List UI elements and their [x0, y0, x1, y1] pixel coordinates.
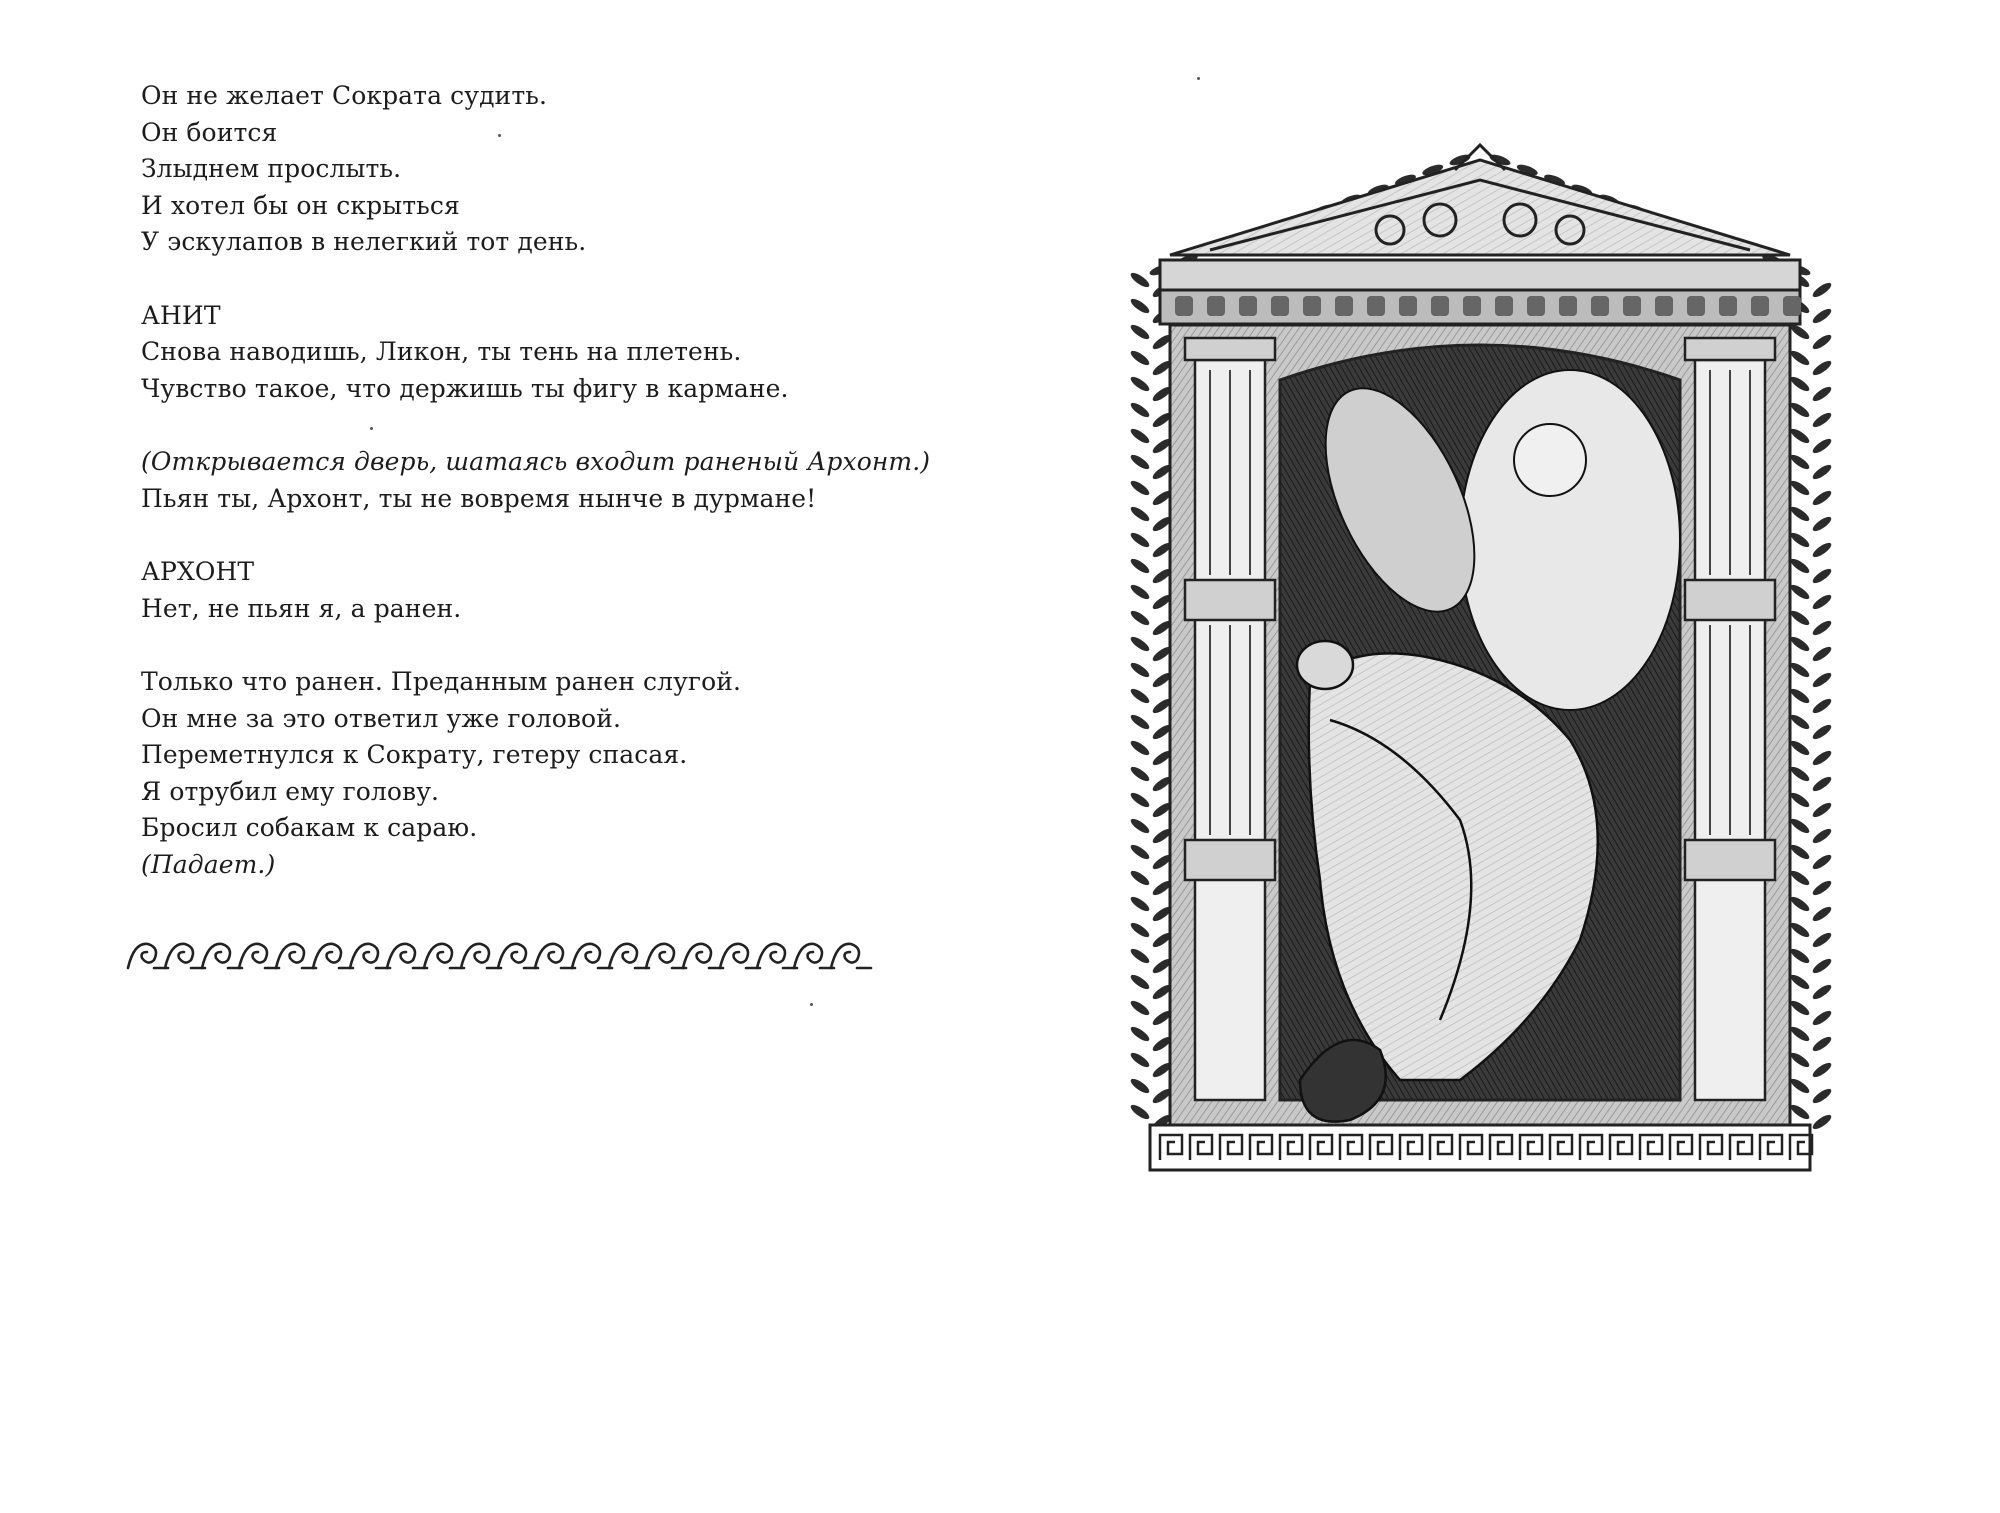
paper-speck	[370, 427, 373, 430]
speaker-name: АРХОНТ	[141, 557, 255, 586]
greek-wave-border-icon	[120, 930, 880, 980]
paper-speck	[1197, 77, 1200, 80]
verse-line: Нет, не пьян я, а ранен.	[141, 593, 462, 623]
verse-line: Он мне за это ответил уже головой.	[141, 703, 622, 733]
wounded-archon-illustration-icon	[1100, 120, 1860, 1230]
verse-line: Он не желает Сократа судить.	[141, 81, 548, 110]
verse-line: У эскулапов в нелегкий тот день.	[141, 227, 587, 256]
verse-line: Бросил собакам к сараю.	[141, 813, 478, 842]
paper-speck	[810, 1003, 813, 1006]
speaker-name: АНИТ	[141, 300, 221, 330]
stage-direction: (Падает.)	[141, 849, 276, 879]
verse-line: И хотел бы он скрыться	[141, 190, 460, 220]
paper-speck	[498, 134, 501, 137]
verse-line: Переметнулся к Сократу, гетеру спасая.	[141, 740, 688, 769]
play-text	[141, 78, 931, 883]
verse-line: Он боится	[141, 117, 278, 147]
verse-line: Я отрубил ему голову.	[141, 776, 440, 806]
verse-line: Только что ранен. Преданным ранен слугой.	[141, 667, 742, 696]
verse-line: Пьян ты, Архонт, ты не вовремя нынче в дурмане!	[141, 483, 817, 513]
verse-line: Снова наводишь, Ликон, ты тень на плетень.	[141, 337, 742, 366]
verse-line: Злыднем прослыть.	[141, 154, 402, 183]
verse-line: Чувство такое, что держишь ты фигу в кармане.	[141, 373, 789, 403]
stage-direction: (Открывается дверь, шатаясь входит раненый Архонт.)	[141, 447, 931, 476]
